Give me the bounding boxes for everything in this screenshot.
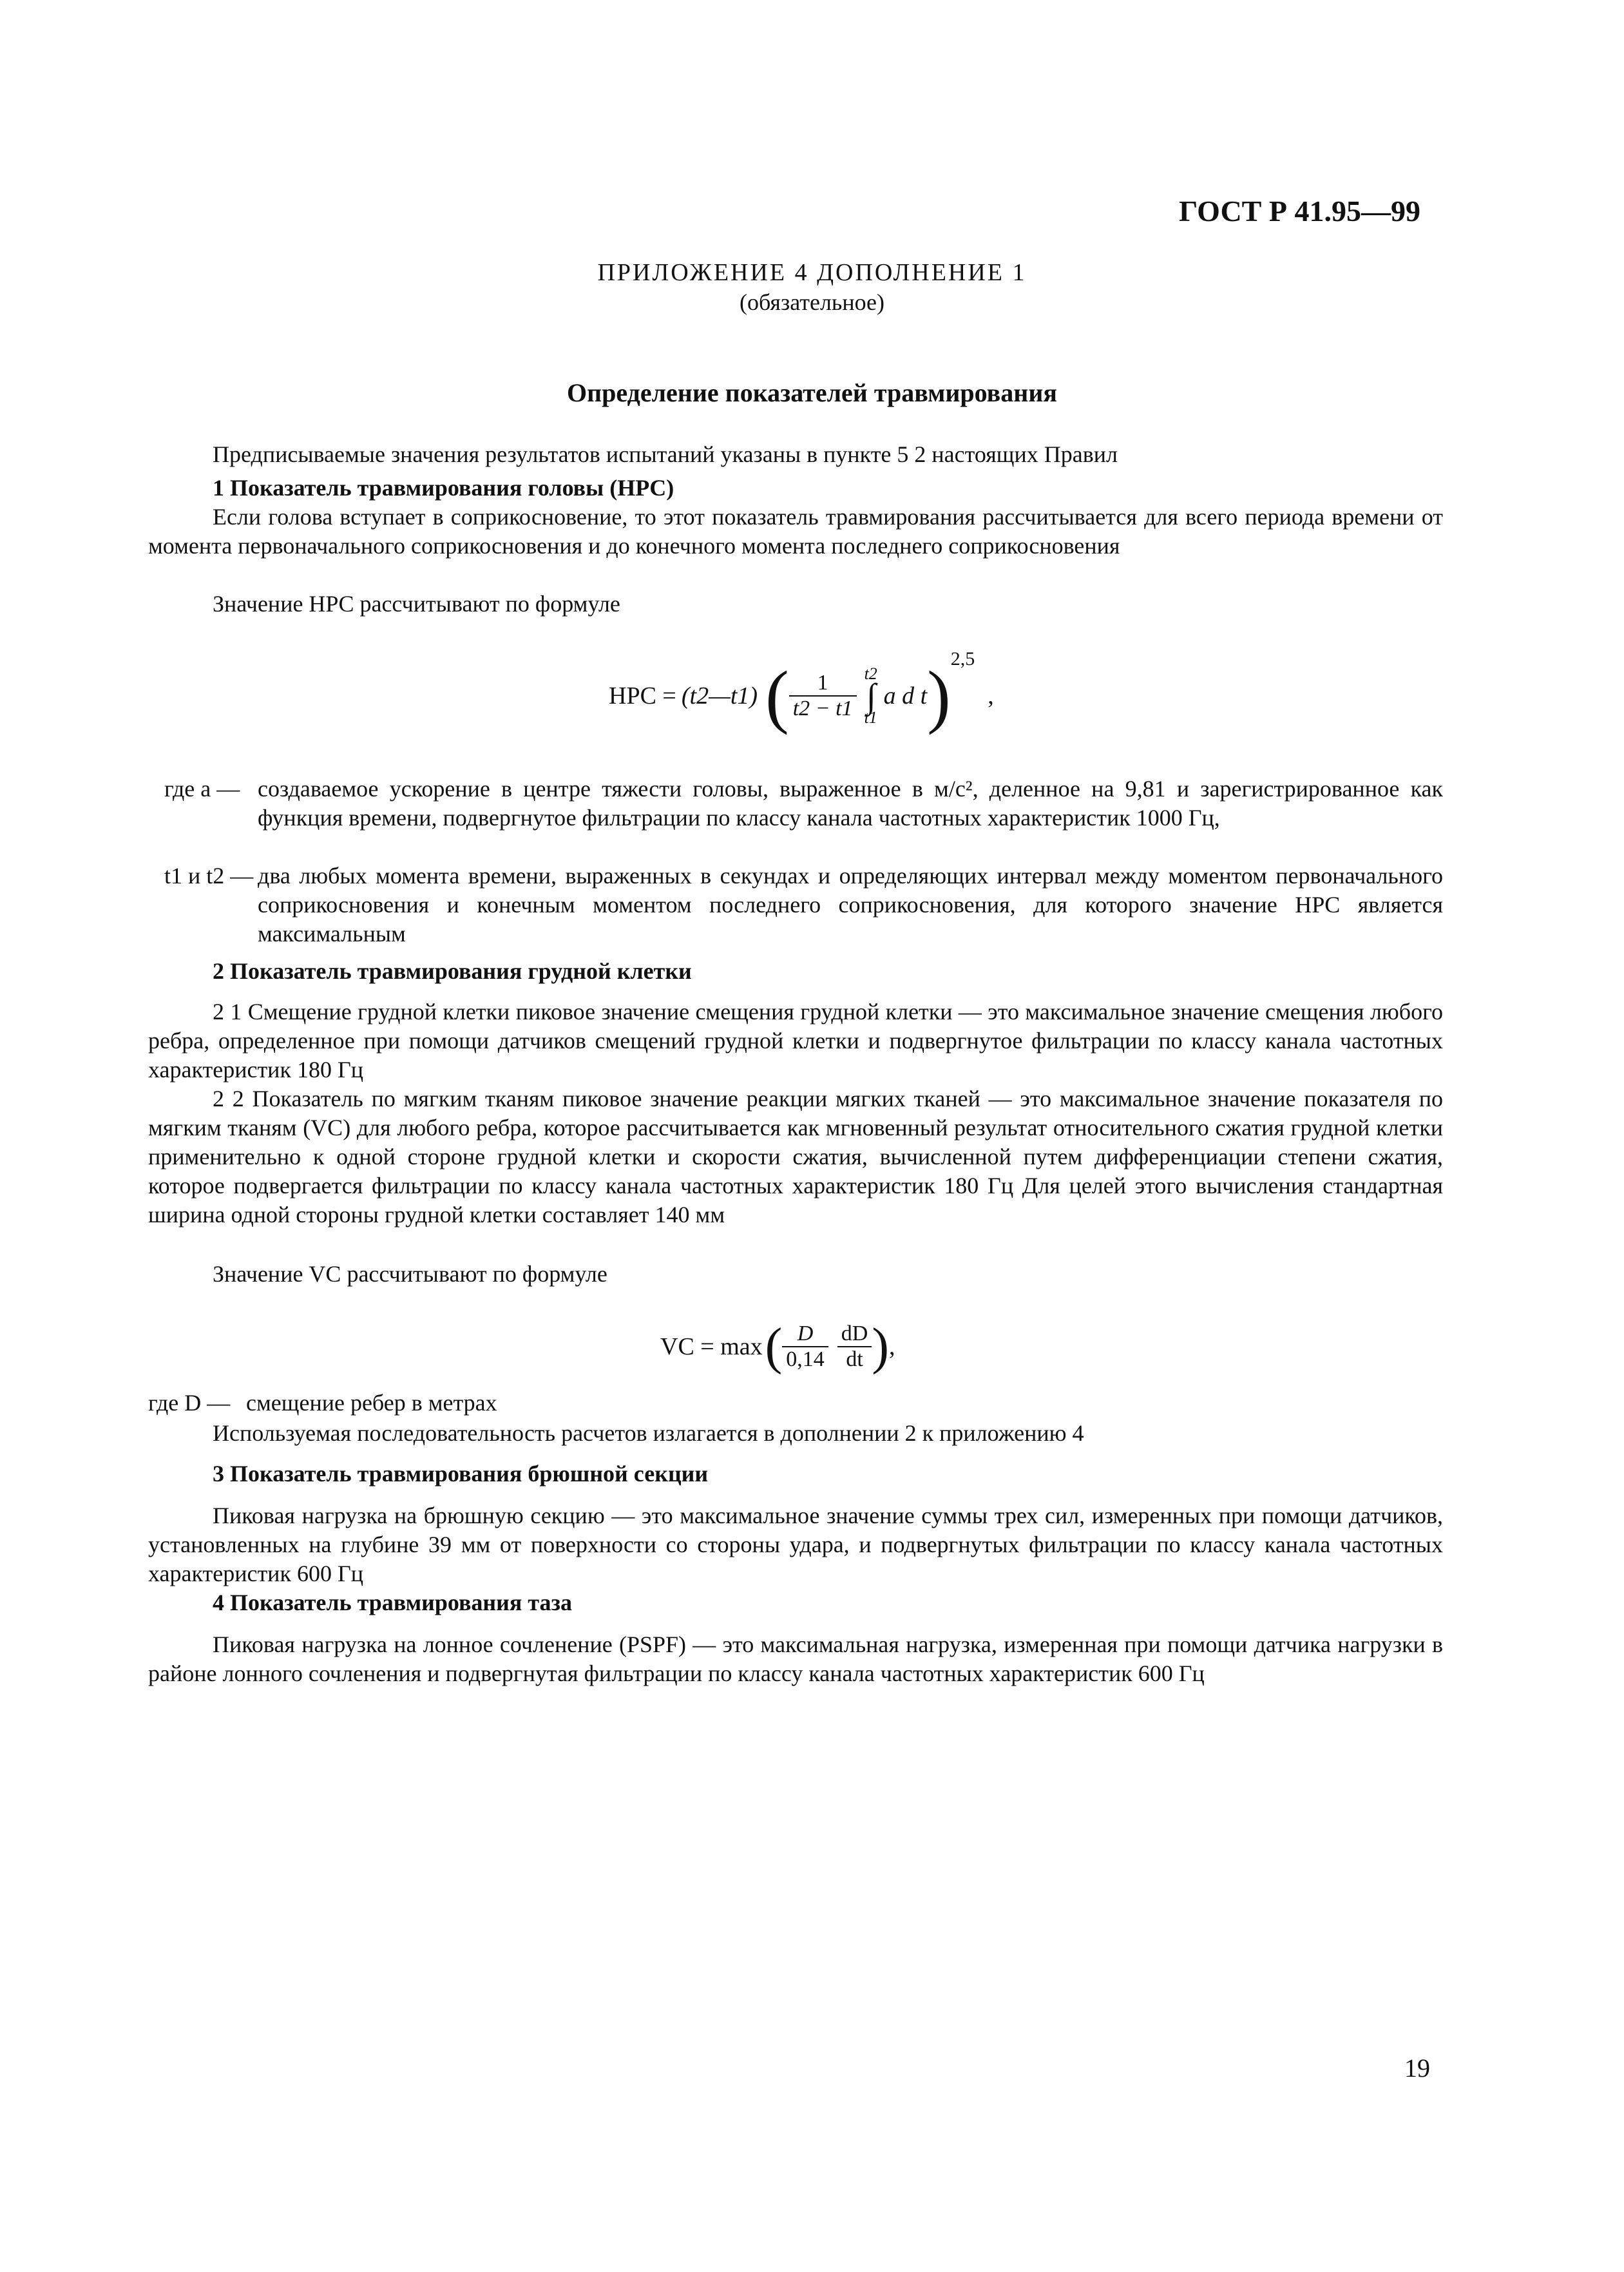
vc-fraction-2 <box>837 1322 872 1372</box>
hpc-interval: (t2—t1) <box>681 682 758 709</box>
appendix-status: (обязательное) <box>740 289 884 315</box>
hpc-formula-intro: Значение HPC рассчитывают по формуле <box>213 591 620 617</box>
hpc-integral: ∫ t2 t1 <box>863 679 880 713</box>
hpc-lhs: HPC = <box>609 682 676 709</box>
def-a-body: создаваемое ускорение в центре тяжести головы, выраженное в м/с², деленное на 9,81 и зарегистрированное как функция времени, подвергнутое фильтрации по классу канала частотных характеристик 1000 Гц, <box>258 776 1443 831</box>
section-4-paragraph: Пиковая нагрузка на лонное сочленение (PSPF) — это максимальная нагрузка, измеренная при помощи датчика нагрузки в районе лонного сочленения и подвергнутая фильтрации по классу канала частотных характеристик 600 Гц <box>148 1632 1443 1686</box>
hpc-left-paren: ( <box>765 657 789 735</box>
def-d-body: смещение ребер в метрах <box>246 1390 497 1416</box>
def-a-term: где a — <box>164 776 240 802</box>
vc-formula-intro: Значение VC рассчитывают по формуле <box>213 1261 607 1287</box>
def-t-term: t1 и t2 — <box>164 863 254 889</box>
section-3-paragraph: Пиковая нагрузка на брюшную секцию — это максимальное значение суммы трех сил, измеренных при помощи датчиков, установленных на глубине 39 мм от поверхности со стороны удара, и подвергнутых фильтрации по классу канала частотных характеристик 600 Гц <box>148 1503 1443 1586</box>
doc-code: ГОСТ Р 41.95—99 <box>1179 195 1420 227</box>
hpc-integrand: a d t <box>883 682 928 709</box>
vc-fraction-2-numerator: dD <box>837 1322 872 1347</box>
page-number: 19 <box>1404 2054 1430 2083</box>
vc-right-paren: ) <box>872 1318 889 1375</box>
hpc-definition-t <box>164 862 1443 952</box>
hpc-fraction <box>789 671 857 721</box>
vc-definition-d <box>148 1389 921 1418</box>
vc-fraction-1-denominator: 0,14 <box>786 1347 825 1371</box>
vc-left-paren: ( <box>765 1318 783 1375</box>
def-t-body: два любых момента времени, выраженных в секундах и определяющих интервал между моментом первоначального соприкосновения и конечным моментом последнего соприкосновения, для которого значение HPC является максимальным <box>258 863 1443 947</box>
hpc-trail: , <box>988 682 994 709</box>
section-2-2-paragraph: 2 2 Показатель по мягким тканям пиковое значение реакции мягких тканей — это максимальное значение показателя по мягким тканям (VC) для любого ребра, которое рассчитывается как мгновенный результат относительного сжатия грудной клетки применительно к одной стороне грудной клетки и скорости сжатия, вычисленной путем дифференциации степени сжатия, которое подвергается фильтрации по классу канала частотных характеристик 180 Гц Для целей этого вычисления стандартная ширина одной стороны грудной клетки составляет 140 мм <box>148 1086 1443 1227</box>
hpc-formula <box>609 644 994 747</box>
vc-after-paragraph: Используемая последовательность расчетов излагается в дополнении 2 к приложению 4 <box>213 1420 1084 1446</box>
def-d-term: где D — <box>148 1390 231 1416</box>
vc-fraction-1-numerator: D <box>782 1322 828 1347</box>
section-2-1-paragraph: 2 1 Смещение грудной клетки пиковое значение смещения грудной клетки — это максимальное значение смещения любого ребра, определенное при помощи датчиков смещений грудной клетки и подвергнутое фильтрации по классу канала частотных характеристик 180 Гц <box>148 999 1443 1083</box>
appendix-title: ПРИЛОЖЕНИЕ 4 ДОПОЛНЕНИЕ 1 <box>597 259 1027 286</box>
section-4-heading: 4 Показатель травмирования таза <box>213 1590 572 1615</box>
vc-trail: , <box>889 1333 895 1360</box>
hpc-integral-lower: t1 <box>864 708 877 727</box>
section-1-heading: 1 Показатель травмирования головы (HPC) <box>213 475 674 501</box>
hpc-fraction-denominator: t2 − t1 <box>792 697 853 720</box>
section-2-heading: 2 Показатель травмирования грудной клетки <box>213 958 692 984</box>
hpc-integral-upper: t2 <box>864 664 877 683</box>
vc-lhs: VC = max <box>660 1333 763 1360</box>
section-1-paragraph: Если голова вступает в соприкосновение, то этот показатель травмирования рассчитывается для всего периода времени от момента первоначального соприкосновения и до конечного момента последнего соприкосновения <box>148 504 1443 559</box>
page-title: Определение показателей травмирования <box>566 378 1057 407</box>
hpc-right-paren: ) <box>927 657 951 735</box>
vc-fraction-1 <box>782 1322 828 1372</box>
section-3-heading: 3 Показатель травмирования брюшной секции <box>213 1461 709 1487</box>
vc-formula <box>660 1308 895 1385</box>
hpc-power: 2,5 <box>950 648 975 669</box>
vc-fraction-2-denominator: dt <box>846 1347 863 1371</box>
hpc-definition-a <box>164 775 1443 865</box>
hpc-fraction-numerator: 1 <box>789 671 857 697</box>
intro-paragraph: Предписываемые значения результатов испытаний указаны в пункте 5 2 настоящих Правил <box>213 441 1118 467</box>
